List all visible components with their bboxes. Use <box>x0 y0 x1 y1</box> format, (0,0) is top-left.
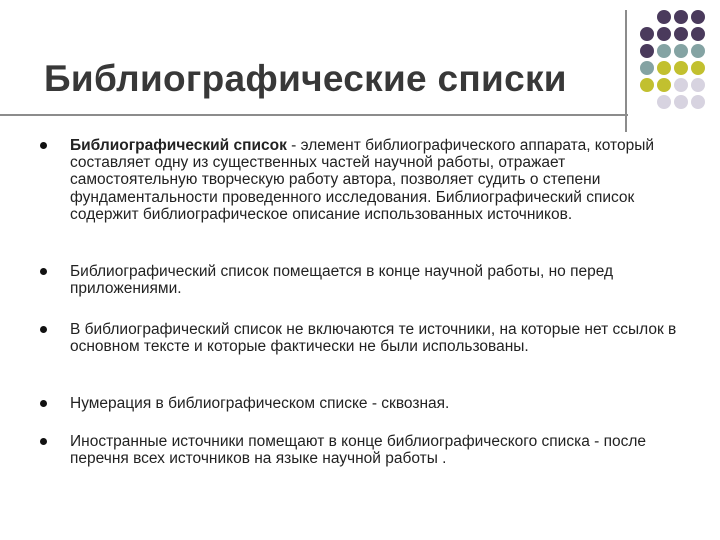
bullet-body: Библиографический список помещается в конце научной работы, но перед приложениями. <box>70 263 614 298</box>
vertical-divider <box>625 10 627 132</box>
title-divider <box>0 114 628 116</box>
decor-dot <box>640 61 654 75</box>
decor-dot <box>657 95 671 109</box>
bullet-body: В библиографический список не включаются те источники, на которые нет ссылок в основном тексте и которые фактически не были использованы. <box>70 321 677 356</box>
bullet-dot-icon <box>40 438 47 445</box>
decor-dot <box>674 95 688 109</box>
bullet-text <box>70 395 690 412</box>
bullet-text <box>70 137 690 223</box>
decor-dot <box>691 27 705 41</box>
decor-dot <box>657 10 671 24</box>
bullet-text <box>70 263 690 297</box>
bullet-body: Нумерация в библиографическом списке - сквозная. <box>70 395 450 412</box>
decor-dot <box>674 78 688 92</box>
bullet-body: Иностранные источники помещают в конце библиографического списка - после перечня всех источников на языке научной работы . <box>70 433 647 468</box>
decor-dot <box>691 44 705 58</box>
decor-dot <box>674 27 688 41</box>
bullet-body: - элемент библиографического аппарата, который составляет одну из существенных частей научной работы, отражает самостоятельную творческую работу автора, позволяет судить о степени фундаментальности проведенного исследования. Библиографический список содержит библиографическое описание использованных источников. <box>70 137 655 223</box>
bullet-dot-icon <box>40 400 47 407</box>
slide-title: Библиографические списки <box>44 58 567 99</box>
bullet-text <box>70 321 690 355</box>
decor-dot <box>657 78 671 92</box>
decor-dot <box>640 44 654 58</box>
bullet-dot-icon <box>40 142 47 149</box>
decor-dot <box>657 44 671 58</box>
decor-dot <box>674 61 688 75</box>
decor-dot <box>691 10 705 24</box>
decor-dot <box>640 78 654 92</box>
bullet-dot-icon <box>40 268 47 275</box>
decor-dot <box>657 27 671 41</box>
decor-dot <box>674 10 688 24</box>
bullet-term: Библиографический список <box>70 137 287 154</box>
decor-dot <box>657 61 671 75</box>
decor-dot <box>640 27 654 41</box>
decor-dot <box>691 95 705 109</box>
decor-dot <box>691 78 705 92</box>
bullet-dot-icon <box>40 326 47 333</box>
bullet-text <box>70 433 690 467</box>
decor-dot <box>691 61 705 75</box>
decor-dot <box>674 44 688 58</box>
decorative-dot-grid <box>640 10 705 109</box>
